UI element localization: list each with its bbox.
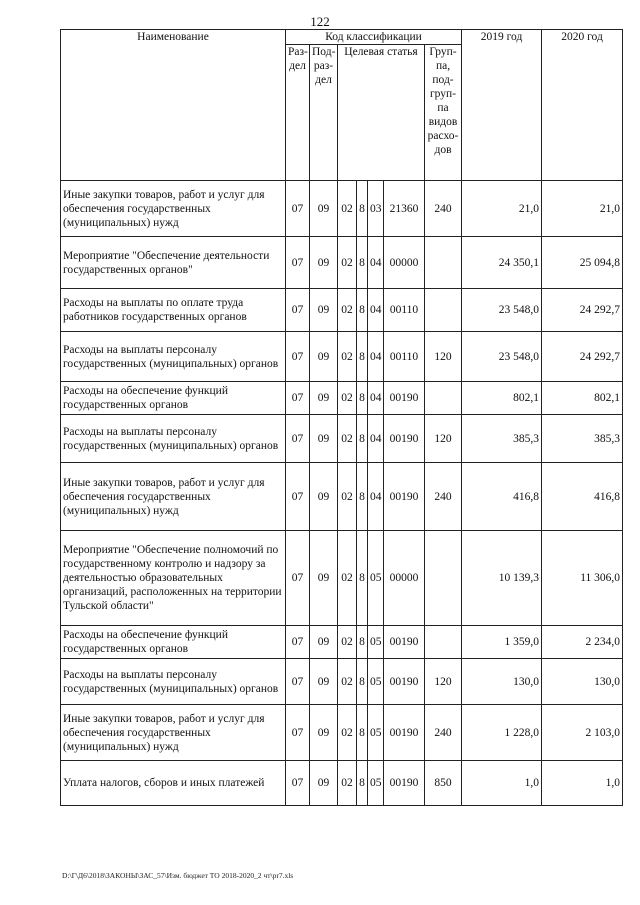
page-number: 122 [310, 14, 330, 29]
cell-vr [425, 289, 462, 332]
cell-t3: 04 [368, 332, 384, 382]
table-row [61, 237, 623, 289]
cell-name: Иные закупки товаров, работ и услуг для обеспечения государственных (муниципальных) нужд [61, 181, 286, 237]
cell-rz: 07 [286, 237, 310, 289]
table-row [61, 181, 623, 237]
cell-y2019: 23 548,0 [462, 289, 542, 332]
cell-y2019: 24 350,1 [462, 237, 542, 289]
cell-rz: 07 [286, 382, 310, 415]
cell-rz: 07 [286, 761, 310, 806]
cell-t1: 02 [338, 761, 357, 806]
cell-pr: 09 [310, 705, 338, 761]
cell-name: Расходы на выплаты персоналу государственных (муниципальных) органов [61, 659, 286, 705]
cell-y2020: 130,0 [542, 659, 623, 705]
header-target: Целевая статья [338, 45, 425, 181]
cell-rz: 07 [286, 181, 310, 237]
header-code: Код классификации [286, 30, 462, 45]
header-subsection: Под-раз-дел [310, 45, 338, 181]
cell-t2: 8 [357, 382, 368, 415]
table-row [61, 415, 623, 463]
cell-t3: 03 [368, 181, 384, 237]
table-row [61, 705, 623, 761]
cell-t2: 8 [357, 531, 368, 626]
cell-t3: 05 [368, 531, 384, 626]
cell-t1: 02 [338, 463, 357, 531]
cell-y2019: 416,8 [462, 463, 542, 531]
cell-t1: 02 [338, 181, 357, 237]
cell-t1: 02 [338, 626, 357, 659]
cell-y2020: 2 234,0 [542, 626, 623, 659]
cell-y2020: 385,3 [542, 415, 623, 463]
header-2019: 2019 год [462, 30, 542, 181]
cell-t1: 02 [338, 659, 357, 705]
cell-pr: 09 [310, 531, 338, 626]
cell-t1: 02 [338, 705, 357, 761]
cell-name: Расходы на обеспечение функций государственных органов [61, 626, 286, 659]
cell-t4: 00190 [384, 626, 425, 659]
cell-name: Уплата налогов, сборов и иных платежей [61, 761, 286, 806]
cell-y2020: 24 292,7 [542, 289, 623, 332]
cell-vr: 120 [425, 332, 462, 382]
cell-t3: 04 [368, 289, 384, 332]
cell-pr: 09 [310, 659, 338, 705]
cell-t3: 05 [368, 761, 384, 806]
cell-vr [425, 382, 462, 415]
cell-t2: 8 [357, 332, 368, 382]
cell-t4: 00190 [384, 705, 425, 761]
cell-t1: 02 [338, 415, 357, 463]
cell-t4: 00190 [384, 382, 425, 415]
cell-t4: 00000 [384, 237, 425, 289]
cell-vr [425, 626, 462, 659]
cell-vr: 850 [425, 761, 462, 806]
cell-pr: 09 [310, 181, 338, 237]
cell-name: Расходы на выплаты персоналу государственных (муниципальных) органов [61, 415, 286, 463]
cell-rz: 07 [286, 332, 310, 382]
cell-t1: 02 [338, 332, 357, 382]
cell-pr: 09 [310, 382, 338, 415]
cell-vr [425, 237, 462, 289]
cell-name: Расходы на выплаты персоналу государственных (муниципальных) органов [61, 332, 286, 382]
cell-t3: 05 [368, 705, 384, 761]
cell-t3: 04 [368, 463, 384, 531]
header-group: Груп-па, под-груп-па видов расхо-дов [425, 45, 462, 181]
cell-t3: 04 [368, 237, 384, 289]
cell-y2020: 11 306,0 [542, 531, 623, 626]
cell-name: Мероприятие "Обеспечение деятельности государственных органов" [61, 237, 286, 289]
cell-vr: 240 [425, 463, 462, 531]
cell-name: Иные закупки товаров, работ и услуг для обеспечения государственных (муниципальных) нужд [61, 705, 286, 761]
cell-name: Расходы на обеспечение функций государственных органов [61, 382, 286, 415]
cell-pr: 09 [310, 237, 338, 289]
table-row [61, 463, 623, 531]
cell-t2: 8 [357, 181, 368, 237]
cell-t4: 00110 [384, 289, 425, 332]
cell-y2020: 802,1 [542, 382, 623, 415]
budget-table [60, 29, 623, 806]
cell-t2: 8 [357, 761, 368, 806]
table-row [61, 531, 623, 626]
cell-t2: 8 [357, 705, 368, 761]
cell-rz: 07 [286, 626, 310, 659]
cell-t2: 8 [357, 289, 368, 332]
cell-t2: 8 [357, 463, 368, 531]
cell-y2020: 1,0 [542, 761, 623, 806]
cell-y2019: 385,3 [462, 415, 542, 463]
cell-pr: 09 [310, 332, 338, 382]
cell-y2020: 25 094,8 [542, 237, 623, 289]
cell-y2020: 24 292,7 [542, 332, 623, 382]
cell-name: Расходы на выплаты по оплате труда работников государственных органов [61, 289, 286, 332]
cell-pr: 09 [310, 289, 338, 332]
header-section: Раз-дел [286, 45, 310, 181]
file-path-footer: D:\Г\Д6\2018\ЗАКОНЫ\ЗАС_57\Изм. бюджет ТО 2018-2020_2 чт\pr7.xls [62, 871, 294, 880]
cell-vr: 240 [425, 705, 462, 761]
cell-name: Иные закупки товаров, работ и услуг для обеспечения государственных (муниципальных) нужд [61, 463, 286, 531]
cell-t1: 02 [338, 237, 357, 289]
cell-t4: 00190 [384, 659, 425, 705]
table-row [61, 332, 623, 382]
cell-t3: 05 [368, 626, 384, 659]
cell-name: Мероприятие "Обеспечение полномочий по государственному контролю и надзору за деятельностью образовательных организаций, расположенных на территории Тульской области" [61, 531, 286, 626]
cell-t2: 8 [357, 415, 368, 463]
header-name: Наименование [61, 30, 286, 181]
cell-y2019: 21,0 [462, 181, 542, 237]
cell-t4: 00110 [384, 332, 425, 382]
cell-t2: 8 [357, 626, 368, 659]
cell-y2019: 10 139,3 [462, 531, 542, 626]
cell-t1: 02 [338, 382, 357, 415]
cell-t4: 00190 [384, 463, 425, 531]
table-row [61, 289, 623, 332]
cell-rz: 07 [286, 531, 310, 626]
table-row [61, 659, 623, 705]
cell-t3: 04 [368, 415, 384, 463]
cell-t1: 02 [338, 289, 357, 332]
cell-y2019: 1 228,0 [462, 705, 542, 761]
cell-pr: 09 [310, 761, 338, 806]
cell-vr [425, 531, 462, 626]
cell-pr: 09 [310, 415, 338, 463]
cell-pr: 09 [310, 463, 338, 531]
cell-vr: 120 [425, 415, 462, 463]
cell-vr: 120 [425, 659, 462, 705]
cell-t2: 8 [357, 659, 368, 705]
cell-y2019: 1 359,0 [462, 626, 542, 659]
table-row [61, 761, 623, 806]
cell-y2019: 130,0 [462, 659, 542, 705]
cell-rz: 07 [286, 463, 310, 531]
cell-rz: 07 [286, 415, 310, 463]
cell-y2020: 416,8 [542, 463, 623, 531]
cell-t4: 21360 [384, 181, 425, 237]
cell-vr: 240 [425, 181, 462, 237]
cell-rz: 07 [286, 705, 310, 761]
cell-rz: 07 [286, 659, 310, 705]
cell-y2019: 1,0 [462, 761, 542, 806]
cell-t4: 00000 [384, 531, 425, 626]
cell-t1: 02 [338, 531, 357, 626]
cell-y2020: 21,0 [542, 181, 623, 237]
cell-t4: 00190 [384, 761, 425, 806]
cell-t3: 04 [368, 382, 384, 415]
table-row [61, 626, 623, 659]
cell-rz: 07 [286, 289, 310, 332]
cell-y2019: 802,1 [462, 382, 542, 415]
cell-y2019: 23 548,0 [462, 332, 542, 382]
cell-t4: 00190 [384, 415, 425, 463]
cell-t3: 05 [368, 659, 384, 705]
cell-pr: 09 [310, 626, 338, 659]
table-row [61, 382, 623, 415]
cell-y2020: 2 103,0 [542, 705, 623, 761]
cell-t2: 8 [357, 237, 368, 289]
header-2020: 2020 год [542, 30, 623, 181]
